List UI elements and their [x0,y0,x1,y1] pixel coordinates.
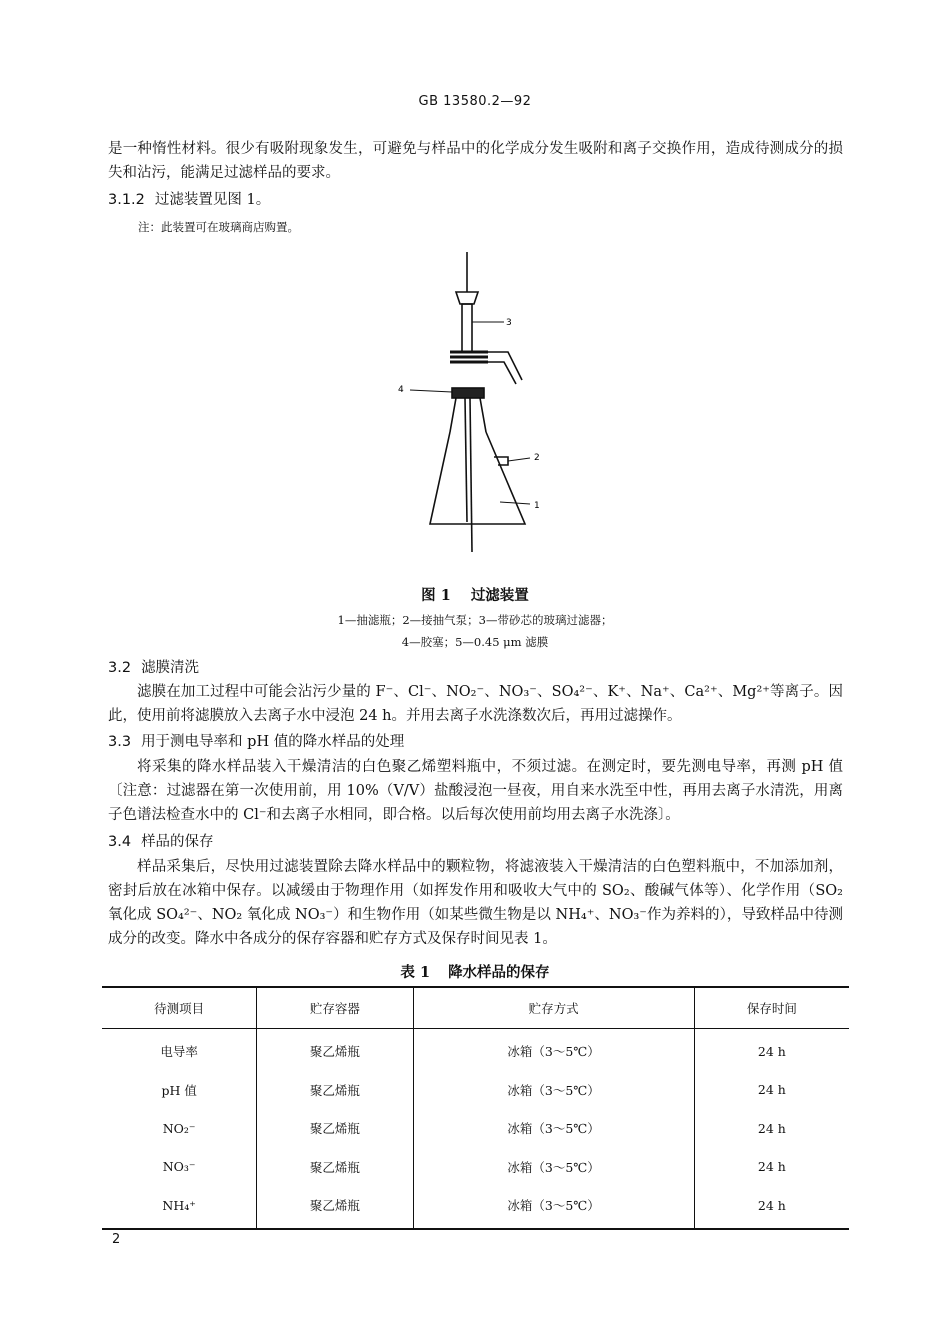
section-title: 过滤装置见图 1。 [154,192,271,208]
table-row [102,1029,849,1071]
filtration-apparatus-figure [390,252,560,576]
inner-stem-right [470,398,472,552]
ions-list: ⁻、Cl⁻、NO₂⁻、NO₃⁻、SO₄²⁻、K⁺、Na⁺、Ca²⁺、Mg²⁺ [385,684,770,700]
table-cell: 聚乙烯瓶 [257,1148,413,1187]
section-title: 样品的保存 [141,834,214,850]
section-number: 3.1.2 [108,192,145,208]
callout-line-4 [410,390,452,392]
section-number: 3.4 [108,834,132,850]
flask-body [430,432,525,524]
table-cell: 电导率 [160,1044,198,1060]
table-cell: 冰箱（3～5℃） [413,1071,694,1110]
table-caption: 降水样品的保存 [448,964,550,981]
callout-line-2 [508,458,530,461]
table-header-cell: 保存时间 [694,987,849,1029]
section-3-2-heading [108,656,199,680]
table-cell: 聚乙烯瓶 [257,1071,413,1110]
table-label: 表 1 [400,964,431,981]
table-cell: NO₂⁻ [162,1120,196,1136]
table-cell: 24 h [694,1109,849,1148]
section-3-1-2-note: 注：此装置可在玻璃商店购置。 [138,220,299,234]
section-title: 滤膜清洗 [141,660,200,676]
section-3-4-body: 样品采集后，尽快用过滤装置除去降水样品中的颗粒物，将滤液装入干燥清洁的白色塑料瓶中，不加添加剂，密封后放在冰箱中保存。以减缓由于物理作用（如挥发作用和吸收大气中的 SO₂、酸碱气体等）、化学作用（SO₂ 氧化成 SO₄²⁻、NO₂ 氧化成 NO₃⁻）和生物作用（如某些微生物是以 NH₄⁺、NO₃⁻作为养料的），导致样品中待测成分的改变。降水中各成分的保存容器和贮存方式及保存时间见表 1。 [108,859,843,947]
page-header: GB 13580.2—92 [418,94,532,109]
table-header-row [102,987,849,1029]
table-cell: 聚乙烯瓶 [257,1186,413,1229]
section-3-3-heading [108,730,404,754]
table-cell: 24 h [694,1029,849,1071]
callout-label-3: 3 [506,318,512,328]
figure-legend-line-1: 1—抽滤瓶；2—接抽气泵；3—带砂芯的玻璃过滤器； [337,613,613,627]
table-cell: 聚乙烯瓶 [257,1029,413,1071]
table-cell: 24 h [694,1148,849,1187]
inner-stem-left [465,398,467,522]
table-row [102,1186,849,1229]
flask-neck-left [450,398,456,432]
figure-title [0,584,950,605]
section-3-1-2-heading [108,188,270,212]
table-cell: NH₄⁺ [102,1186,257,1229]
section-3-2-body [108,680,843,728]
table-title [0,961,950,982]
page-number: 2 [112,1232,121,1247]
figure-label: 图 1 [421,587,451,604]
figure-legend-line-2: 4—胶塞；5—0.45 μm 滤膜 [401,635,549,649]
table-cell: 聚乙烯瓶 [257,1109,413,1148]
callout-label-1: 1 [534,501,540,511]
body-text: 滤膜在加工过程中可能会沾污少量的 F [137,684,386,700]
clamp-arm [488,352,522,384]
rubber-stopper [452,388,484,398]
table-cell: 24 h [694,1071,849,1110]
table-cell: 24 h [694,1186,849,1229]
table-cell: 冰箱（3～5℃） [413,1109,694,1148]
figure-caption: 过滤装置 [470,587,529,604]
section-title: 用于测电导率和 pH 值的降水样品的处理 [141,734,405,750]
side-arm [494,457,508,465]
storage-table [102,986,849,1230]
flask-neck-right [480,398,486,432]
funnel-top [456,292,478,304]
section-3-4-heading [108,830,214,854]
table-cell: 冰箱（3～5℃） [413,1148,694,1187]
table-row [102,1071,849,1110]
table-cell: pH 值 [161,1082,197,1098]
table-row [102,1148,849,1187]
section-3-3-body: 将采集的降水样品装入干燥清洁的白色聚乙烯塑料瓶中，不须过滤。在测定时，要先测电导率，再测 pH 值〔注意：过滤器在第一次使用前，用 10%（V/V）盐酸浸泡一昼夜，用自来水洗至中性，再用去离子水清洗，用离子色谱法检查水中的 Cl⁻和去离子水相同，即合格。以后每次使用前均用去离子水洗涤〕。 [108,759,843,823]
callout-label-4: 4 [398,385,404,395]
table-cell: NO₃⁻ [162,1159,196,1175]
intro-paragraph: 是一种惰性材料。很少有吸附现象发生，可避免与样品中的化学成分发生吸附和离子交换作用，造成待测成分的损失和沾污，能满足过滤样品的要求。 [108,141,843,181]
filter-tube [462,304,472,352]
section-number: 3.2 [108,660,132,676]
section-number: 3.3 [108,734,132,750]
table-header-cell: 贮存容器 [257,987,413,1029]
clamp-rings [450,352,488,362]
body-text: 等离子。因此，使用前将滤膜放入去离子水中浸泡 24 h。并用去离子水洗涤数次后，再用过滤操作。 [108,684,844,724]
table-header-cell: 贮存方式 [413,987,694,1029]
table-cell: 冰箱（3～5℃） [413,1029,694,1071]
filtration-apparatus-drawing [390,252,560,572]
table-cell: 冰箱（3～5℃） [413,1186,694,1229]
callout-label-2: 2 [534,453,540,463]
table-row [102,1109,849,1148]
table-header-cell: 待测项目 [102,987,257,1029]
